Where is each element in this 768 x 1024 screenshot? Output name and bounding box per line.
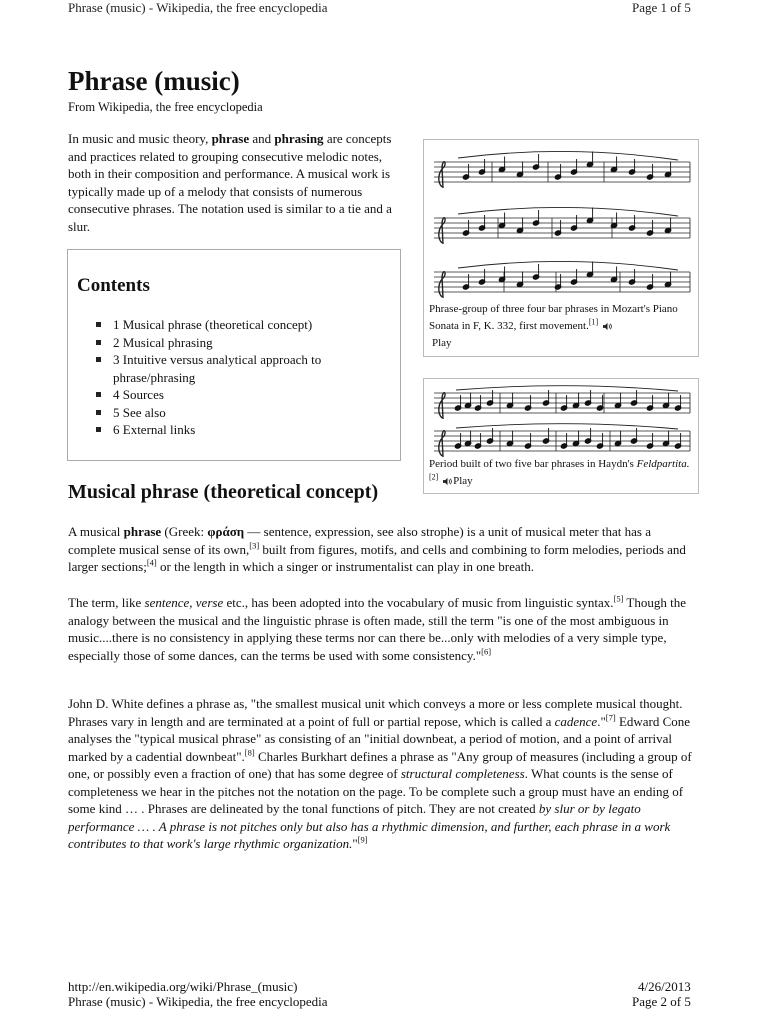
toc-list — [94, 316, 394, 439]
play-link[interactable]: Play — [453, 475, 473, 487]
intro-paragraph: In music and music theory, phrase and phrasing are concepts and practices related to grouping consecutive melodic notes, both in their composition and performance. A musical work is typically made up of a melody that consists of numerous consecutive phrases. The notation used is similar to a tie and a slur. — [68, 131, 392, 234]
print-footer-title: Phrase (music) - Wikipedia, the free encyclopedia — [68, 994, 328, 1009]
page-subtitle: From Wikipedia, the free encyclopedia — [68, 100, 263, 114]
toc-link-3[interactable]: 3 Intuitive versus analytical approach to phrase/phrasing — [113, 352, 322, 385]
speaker-icon[interactable] — [603, 322, 612, 331]
citation[interactable]: [6] — [481, 646, 492, 657]
play-link[interactable]: Play — [432, 337, 452, 349]
toc-link-1[interactable]: 1 Musical phrase (theoretical concept) — [113, 317, 313, 332]
toc-link-5[interactable]: 5 See also — [113, 404, 166, 420]
toc-title: Contents — [77, 275, 150, 296]
speaker-icon[interactable] — [443, 477, 452, 486]
citation[interactable]: [9] — [357, 834, 368, 845]
citation[interactable]: [4] — [146, 557, 157, 568]
sheet-music-image[interactable] — [428, 383, 694, 459]
term-phrase: phrase — [211, 131, 250, 146]
page-title: Phrase (music) — [68, 66, 240, 96]
print-footer-page: Page 2 of 5 — [632, 994, 691, 1009]
figure-haydn — [423, 378, 699, 494]
section-heading: Musical phrase (theoretical concept) — [68, 481, 379, 503]
citation[interactable]: [8] — [244, 747, 255, 758]
toc-link-6[interactable]: 6 External links — [113, 422, 196, 437]
citation[interactable]: [5] — [613, 593, 624, 604]
figure-mozart — [423, 139, 699, 357]
toc-link-4[interactable]: 4 Sources — [113, 387, 164, 402]
citation[interactable]: [7] — [605, 712, 616, 723]
toc-item — [94, 316, 394, 334]
print-header-title: Phrase (music) - Wikipedia, the free encyclopedia — [68, 0, 328, 15]
figure-caption: Phrase-group of three four bar phrases in Mozart's Piano Sonata in F, K. 332, first movement.[1] Play — [429, 303, 678, 349]
sheet-music-image[interactable] — [428, 144, 694, 304]
print-header-page: Page 1 of 5 — [632, 0, 691, 15]
term-phrasing: phrasing — [274, 131, 324, 146]
table-of-contents — [67, 249, 401, 461]
toc-item — [94, 386, 394, 404]
toc-link-2[interactable]: 2 Musical phrasing — [113, 334, 213, 350]
citation[interactable]: [2] — [429, 472, 439, 482]
toc-item — [94, 334, 394, 352]
toc-item — [94, 351, 394, 386]
paragraph-2: The term, like sentence, verse etc., has been adopted into the vocabulary of music from linguistic syntax.[5] Though the analogy between the musical and the linguistic phrase is often made, still the term "is one of the most ambiguous in music....there is no consistency in applying these terms nor can there be...only with melodies of a very simple type, especially those of some dances, can the terms be used with some consistency."[6] — [68, 593, 686, 663]
figure-caption: Period built of two five bar phrases in Haydn's Feldpartita.[2] Play — [429, 458, 690, 487]
toc-item — [94, 404, 394, 422]
toc-item — [94, 421, 394, 439]
paragraph-1: A musical phrase (Greek: φράση — sentence, expression, see also strophe) is a unit of musical meter that has a complete musical sense of its own,[3] built from figures, motifs, and cells and combining to form melodies, periods and larger sections;[4] or the length in which a singer or instrumentalist can play in one breath. — [68, 524, 686, 574]
print-footer-date: 4/26/2013 — [638, 979, 691, 994]
citation[interactable]: [3] — [249, 540, 260, 551]
print-footer-url: http://en.wikipedia.org/wiki/Phrase_(music) — [68, 979, 298, 994]
citation[interactable]: [1] — [588, 317, 599, 327]
paragraph-3: John D. White defines a phrase as, "the smallest musical unit which conveys a more or less complete musical thought. Phrases vary in length and are terminated at a point of full or partial repose, which is called a cadence."[7] Edward Cone analyses the "typical musical phrase" as consisting of an "initial downbeat, a period of motion, and a point of arrival marked by a cadential downbeat".[8] Charles Burkhart defines a phrase as "Any group of measures (including a group of one, or possibly even a fraction of one) that has some degree of structural completeness. What counts is the sense of completeness we hear in the pitches not the notation on the page. To be complete such a group must have an ending of some kind … . Phrases are delineated by the tonal functions of pitch. They are not created by slur or by legato performance … . A phrase is not pitches only but also has a rhythmic dimension, and further, each phrase in a work contributes to that work's large rhythmic organization."[9] — [68, 696, 692, 851]
